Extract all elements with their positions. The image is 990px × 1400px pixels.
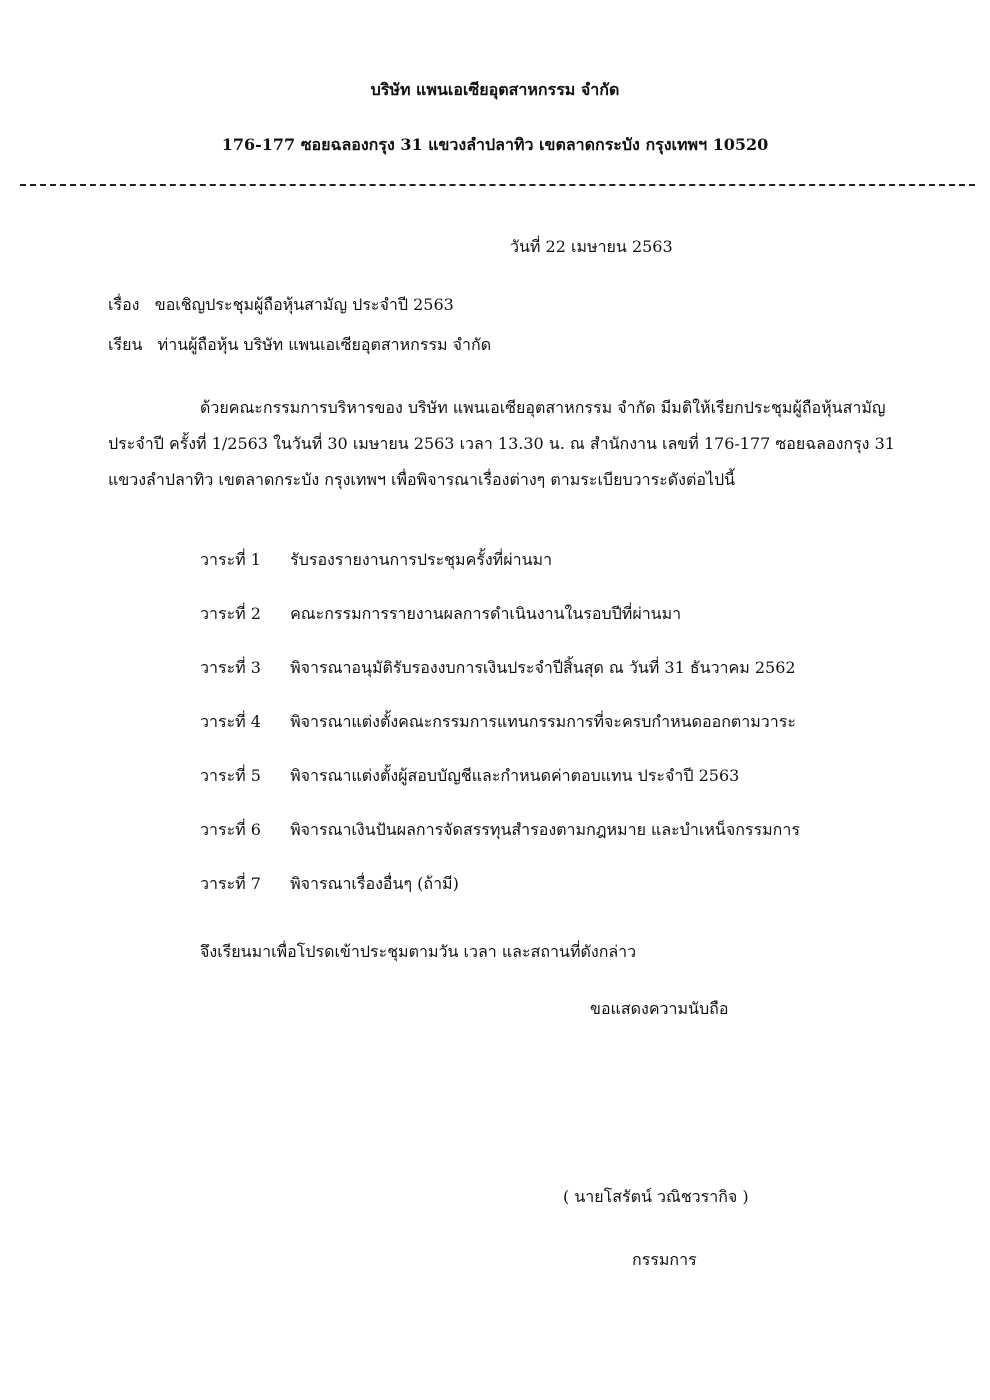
company-address: 176-177 ซอยฉลองกรุง 31 แขวงลำปลาทิว เขตลาดกระบัง กรุงเทพฯ 10520 — [221, 135, 769, 154]
salutation-line — [108, 333, 491, 358]
agenda-text: คณะกรรมการรายงานผลการดำเนินงานในรอบปีที่ผ่านมา — [290, 604, 682, 623]
subject-text: ขอเชิญประชุมผู้ถือหุ้นสามัญ ประจำปี 2563 — [154, 295, 454, 314]
agenda-text: พิจารณาแต่งตั้งผู้สอบบัญชีและกำหนดค่าตอบแทน ประจำปี 2563 — [290, 766, 740, 785]
agenda-item-3 — [200, 656, 796, 681]
regards-text: ขอแสดงความนับถือ — [590, 999, 729, 1018]
agenda-item-4 — [200, 710, 796, 735]
agenda-number: วาระที่ 5 — [200, 766, 261, 785]
closing-text: จึงเรียนมาเพื่อโปรดเข้าประชุมตามวัน เวลา และสถานที่ดังกล่าว — [200, 942, 637, 961]
agenda-number: วาระที่ 2 — [200, 604, 261, 623]
agenda-item-6 — [200, 818, 800, 843]
agenda-item-1 — [200, 548, 552, 573]
agenda-text: รับรองรายงานการประชุมครั้งที่ผ่านมา — [290, 550, 553, 569]
agenda-number: วาระที่ 3 — [200, 658, 261, 677]
salutation-text: ท่านผู้ถือหุ้น บริษัท แพนเอเซียอุตสาหกรรม จำกัด — [157, 335, 492, 354]
signer-title: กรรมการ — [632, 1250, 697, 1269]
agenda-text: พิจารณาเงินปันผลการจัดสรรทุนสำรองตามกฎหมาย และบำเหน็จกรรมการ — [290, 820, 800, 839]
subject-label: เรื่อง — [108, 295, 140, 314]
agenda-item-5 — [200, 764, 739, 789]
agenda-number: วาระที่ 6 — [200, 820, 261, 839]
agenda-text: พิจารณาแต่งตั้งคณะกรรมการแทนกรรมการที่จะครบกำหนดออกตามวาระ — [290, 712, 796, 731]
letter-date: วันที่ 22 เมษายน 2563 — [510, 237, 673, 256]
agenda-item-2 — [200, 602, 681, 627]
agenda-number: วาระที่ 7 — [200, 874, 261, 893]
salutation-label: เรียน — [108, 335, 143, 354]
header-divider — [20, 184, 975, 186]
company-name: บริษัท แพนเอเซียอุตสาหกรรม จำกัด — [370, 80, 620, 99]
subject-line — [108, 293, 454, 318]
body-paragraph: ด้วยคณะกรรมการบริหารของ บริษัท แพนเอเซียอุตสาหกรรม จำกัด มีมติให้เรียกประชุมผู้ถือหุ้นสามัญประจำปี ครั้งที่ 1/2563 ในวันที่ 30 เมษายน 2563 เวลา 13.30 น. ณ สำนักงาน เลขที่ 176-177 ซอยฉลองกรุง 31 แขวงลำปลาทิว เขตลาดกระบัง กรุงเทพฯ เพื่อพิจารณาเรื่องต่างๆ ตามระเบียบวาระดังต่อไปนี้ — [108, 398, 895, 489]
agenda-number: วาระที่ 1 — [200, 550, 261, 569]
agenda-number: วาระที่ 4 — [200, 712, 261, 731]
agenda-item-7 — [200, 872, 459, 897]
agenda-text: พิจารณาอนุมัติรับรองงบการเงินประจำปีสิ้นสุด ณ วันที่ 31 ธันวาคม 2562 — [290, 658, 796, 677]
signer-name: ( นายโสรัตน์ วณิชวรากิจ ) — [563, 1187, 749, 1206]
agenda-text: พิจารณาเรื่องอื่นๆ (ถ้ามี) — [290, 874, 459, 893]
